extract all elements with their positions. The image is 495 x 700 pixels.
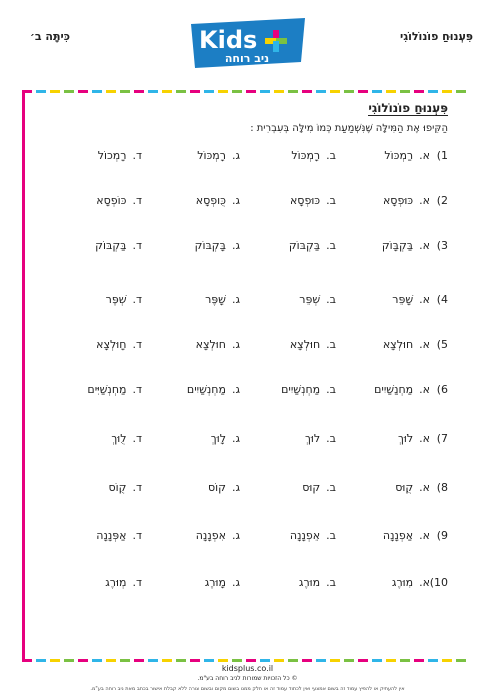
answer-option[interactable]: ג.אִפְנָנָה [195,529,240,542]
question-row [28,338,448,358]
answer-option[interactable]: א.אַפְנָנָה [382,529,430,542]
logo-text: Kids [199,26,258,54]
answer-option[interactable]: ד.אַפְּנָנָה [96,529,142,542]
question-number: 2) [436,194,448,207]
question-number: 9) [436,529,448,542]
footer-copyright: © כל הזכויות שמורות לניב רוחה בע"מ. [197,675,298,682]
answer-option[interactable]: ב.חוּלְצָא [289,338,336,351]
answer-option[interactable]: א.שָׁפֵּר [392,293,430,306]
answer-option[interactable]: ג.רָמְכּוֹל [197,149,240,162]
worksheet-instruction: הַקִּיפוּ אֶת הַמִּילָּה שֶׁנִּשְׁמַעַת כְּמוֹ מִילָּה בְּעִבְרִית : [250,123,448,134]
answer-option[interactable]: ב.אֵפְנָנָה [289,529,336,542]
question-row [28,481,448,501]
answer-option[interactable]: ב.רָמְכּוֹל [291,149,336,162]
answer-option[interactable]: ג.בָּקְבּוֹק [194,239,240,252]
answer-option[interactable]: ד.בַּקְבּוֹק [95,239,142,252]
answer-option[interactable]: א.קֻוּס [395,481,430,494]
question-row [28,149,448,169]
answer-option[interactable]: ב.לוּךְ [304,432,336,445]
answer-option[interactable]: ד.קֻוֹס [108,481,142,494]
answer-option[interactable]: ד.חָוּלְצָא [96,338,142,351]
answer-option[interactable]: א.חוּלְצָא [382,338,430,351]
question-number: 10) [429,576,448,589]
logo-subtitle: ניב רוחה [224,52,270,65]
worksheet-frame [22,90,469,662]
question-row [28,239,448,259]
question-row [28,293,448,313]
answer-option[interactable]: א.בַּקְבָּוֹק [381,239,430,252]
answer-option[interactable]: ד.לֻוּךְ [111,432,142,445]
header-grade: כִּיתָּה ב׳ [30,30,70,43]
answer-option[interactable]: ד.רָמְכוֹל [97,149,142,162]
question-number: 5) [436,338,448,351]
answer-option[interactable]: ד.שְׁפֶּר [105,293,142,306]
answer-option[interactable]: ב.בַּקְבּוֹק [288,239,336,252]
answer-option[interactable]: ב.כּוּפְסָא [289,194,336,207]
kids-logo [185,16,311,78]
answer-option[interactable]: א.מַחְנַשַׁיִים [374,383,430,396]
worksheet-title: פִּעְנוּחַ פוֹנוֹלוֹגִי [368,101,448,115]
answer-option[interactable]: ד.מְוּרֶג [105,576,142,589]
question-number: 6) [436,383,448,396]
answer-option[interactable]: א.כּוּפְסָא [382,194,430,207]
answer-option[interactable]: ב.קוּס [302,481,336,494]
answer-option[interactable]: ד.מַחְנְשַׁיִּים [87,383,142,396]
answer-option[interactable]: ד.כּוֹפְסָא [96,194,142,207]
question-row [28,432,448,452]
answer-option[interactable]: ג.חוּלְצָא [195,338,240,351]
answer-option[interactable]: ג.מַחְנְשַׁיִים [186,383,240,396]
answer-option[interactable]: ג.כֻּופְסָא [195,194,240,207]
question-row [28,529,448,549]
question-number: 7) [436,432,448,445]
answer-option[interactable]: א.מִוּרֶג [391,576,430,589]
question-number: 4) [436,293,448,306]
header-title: פִּעְנוּחַ פוֹנוֹלוֹגִי [399,30,473,43]
answer-option[interactable]: ב.מַחְנְשַׁיִים [281,383,336,396]
answer-option[interactable]: ג.קוֹס [208,481,240,494]
answer-option[interactable]: א.לֹוּךְ [397,432,430,445]
question-number: 3) [436,239,448,252]
footer-note: אין להעתיק או להפיץ עמוד זה בשום אמצעי ואין לכתוד עמוד זה או חלק ממנו בשום מקום ובשום צורה ללא קבלת אישור בכתב מאת ניב רוחה בע"מ. [90,686,405,692]
question-row [28,383,448,403]
answer-option[interactable]: ג.מָוּרֶג [204,576,240,589]
page-header [0,0,495,88]
answer-option[interactable]: ג.שָׁפֶּר [205,293,240,306]
question-row [28,576,448,596]
answer-option[interactable]: ג.לָוּךְ [210,432,240,445]
footer-url[interactable]: kidsplus.co.il [221,664,274,673]
question-number: 8) [436,481,448,494]
question-number: 1) [436,149,448,162]
question-row [28,194,448,214]
answer-option[interactable]: ב.מוּרֶג [298,576,336,589]
answer-option[interactable]: א.רַמְכּוֹל [384,149,430,162]
answer-option[interactable]: ב.שְׁפֵּר [299,293,336,306]
